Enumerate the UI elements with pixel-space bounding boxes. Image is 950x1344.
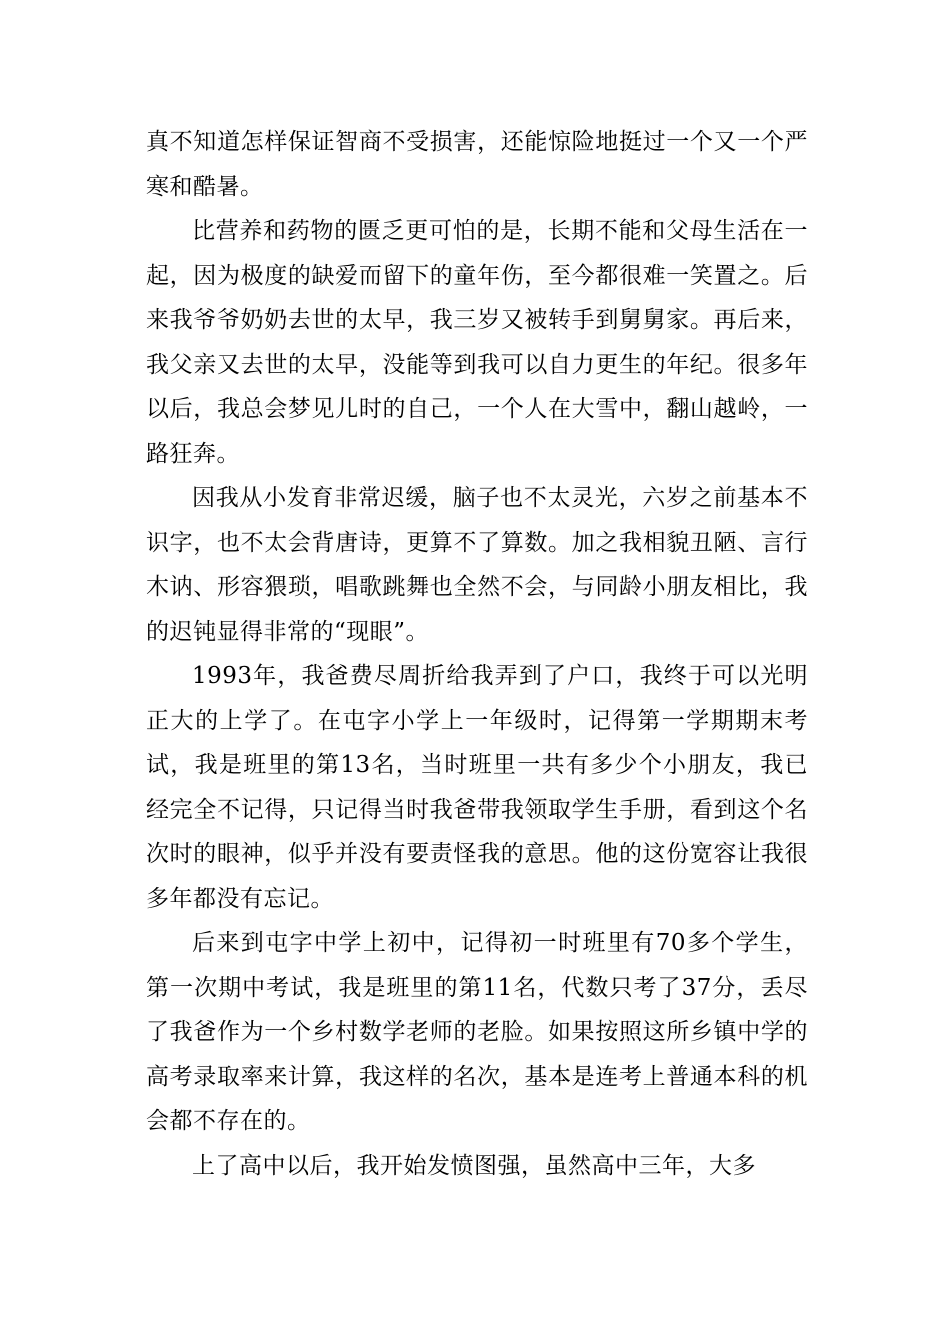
paragraph-4: 1993年，我爸费尽周折给我弄到了户口，我终于可以光明正大的上学了。在屯字小学上一年级时，记得第一学期期末考试，我是班里的第13名，当时班里一共有多少个小朋友，我已经完全不记得，只记得当时我爸带我领取学生手册，看到这个名次时的眼神，似乎并没有要责怪我的意思。他的这份宽容让我很多年都没有忘记。 [146, 663, 808, 912]
paragraph-3: 因我从小发育非常迟缓，脑子也不太灵光，六岁之前基本不识字，也不太会背唐诗，更算不了算数。加之我相貌丑陋、言行木讷、形容猥琐，唱歌跳舞也全然不会，与同龄小朋友相比，我的迟钝显得非常的“现眼”。 [146, 485, 808, 645]
paragraph-1: 真不知道怎样保证智商不受损害，还能惊险地挺过一个又一个严寒和酷暑。 [146, 129, 808, 200]
document-body [146, 120, 808, 1188]
paragraph-2: 比营养和药物的匮乏更可怕的是，长期不能和父母生活在一起，因为极度的缺爱而留下的童年伤，至今都很难一笑置之。后来我爷爷奶奶去世的太早，我三岁又被转手到舅舅家。再后来，我父亲又去世的太早，没能等到我可以自力更生的年纪。很多年以后，我总会梦见儿时的自己，一个人在大雪中，翻山越岭，一路狂奔。 [146, 218, 808, 467]
paragraph-6: 上了高中以后，我开始发愤图强，虽然高中三年，大多 [192, 1152, 756, 1179]
paragraph-5: 后来到屯字中学上初中，记得初一时班里有70多个学生，第一次期中考试，我是班里的第11名，代数只考了37分，丢尽了我爸作为一个乡村数学老师的老脸。如果按照这所乡镇中学的高考录取率来计算，我这样的名次，基本是连考上普通本科的机会都不存在的。 [146, 930, 808, 1134]
